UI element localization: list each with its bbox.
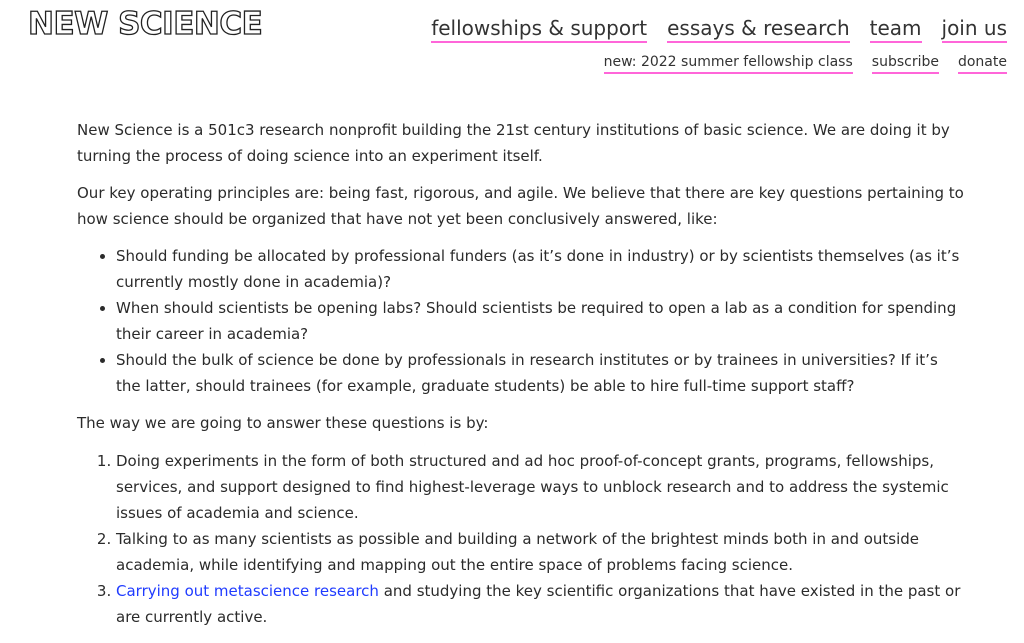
list-item xyxy=(116,448,967,526)
list-item: • Should the bulk of science be done by professionals in research institutes or by trainees in universities? If it’s the latter, should trainees (for example, graduate students) be able to hire full-time support staff? xyxy=(116,347,967,399)
list-item-text: Doing experiments in the form of both structured and ad hoc proof-of-concept grants, programs, fellowships, services, and support designed to find highest-leverage ways to unblock research and to address the systemic issues of academia and science. xyxy=(116,452,949,522)
site-logo[interactable]: NEW SCIENCE xyxy=(28,6,263,42)
main-nav xyxy=(431,15,1007,43)
sub-nav-link-donate[interactable]: donate xyxy=(958,53,1007,74)
nav-link-join-us[interactable]: join us xyxy=(942,15,1007,43)
main-content xyxy=(77,117,967,641)
list-item-text: Talking to as many scientists as possible and building a network of the brightest minds both in and outside academia, while identifying and mapping out the entire space of problems facing science. xyxy=(116,530,920,574)
list-item: • Should funding be allocated by professional funders (as it’s done in industry) or by scientists themselves (as it’s currently mostly done in academia)? xyxy=(116,243,967,295)
list-item: • When should scientists be opening labs? Should scientists be required to open a lab as a condition for spending their career in academia? xyxy=(116,295,967,347)
list-item xyxy=(116,526,967,578)
sub-nav xyxy=(604,53,1007,74)
list-item-text: and studying the key scientific organizations that have existed in the past or are currently active. xyxy=(116,582,961,626)
nav-link-team[interactable]: team xyxy=(870,15,922,43)
sub-nav-link-summer-fellowship[interactable]: new: 2022 summer fellowship class xyxy=(604,53,853,74)
intro-paragraph: New Science is a 501c3 research nonprofit building the 21st century institutions of basic science. We are doing it by turning the process of doing science into an experiment itself. xyxy=(77,121,950,165)
answers-list xyxy=(77,448,967,630)
questions-list xyxy=(77,243,967,399)
list-item xyxy=(116,578,967,630)
sub-nav-link-subscribe[interactable]: subscribe xyxy=(872,53,939,74)
nav-link-essays-research[interactable]: essays & research xyxy=(667,15,850,43)
answer-intro-paragraph: The way we are going to answer these questions is by: xyxy=(77,414,489,432)
metascience-research-link[interactable]: Carrying out metascience research xyxy=(116,582,379,600)
nav-link-fellowships-support[interactable]: fellowships & support xyxy=(431,15,647,43)
principles-paragraph: Our key operating principles are: being fast, rigorous, and agile. We believe that there are key questions pertaining to how science should be organized that have not yet been conclusively answered, like: xyxy=(77,184,964,228)
